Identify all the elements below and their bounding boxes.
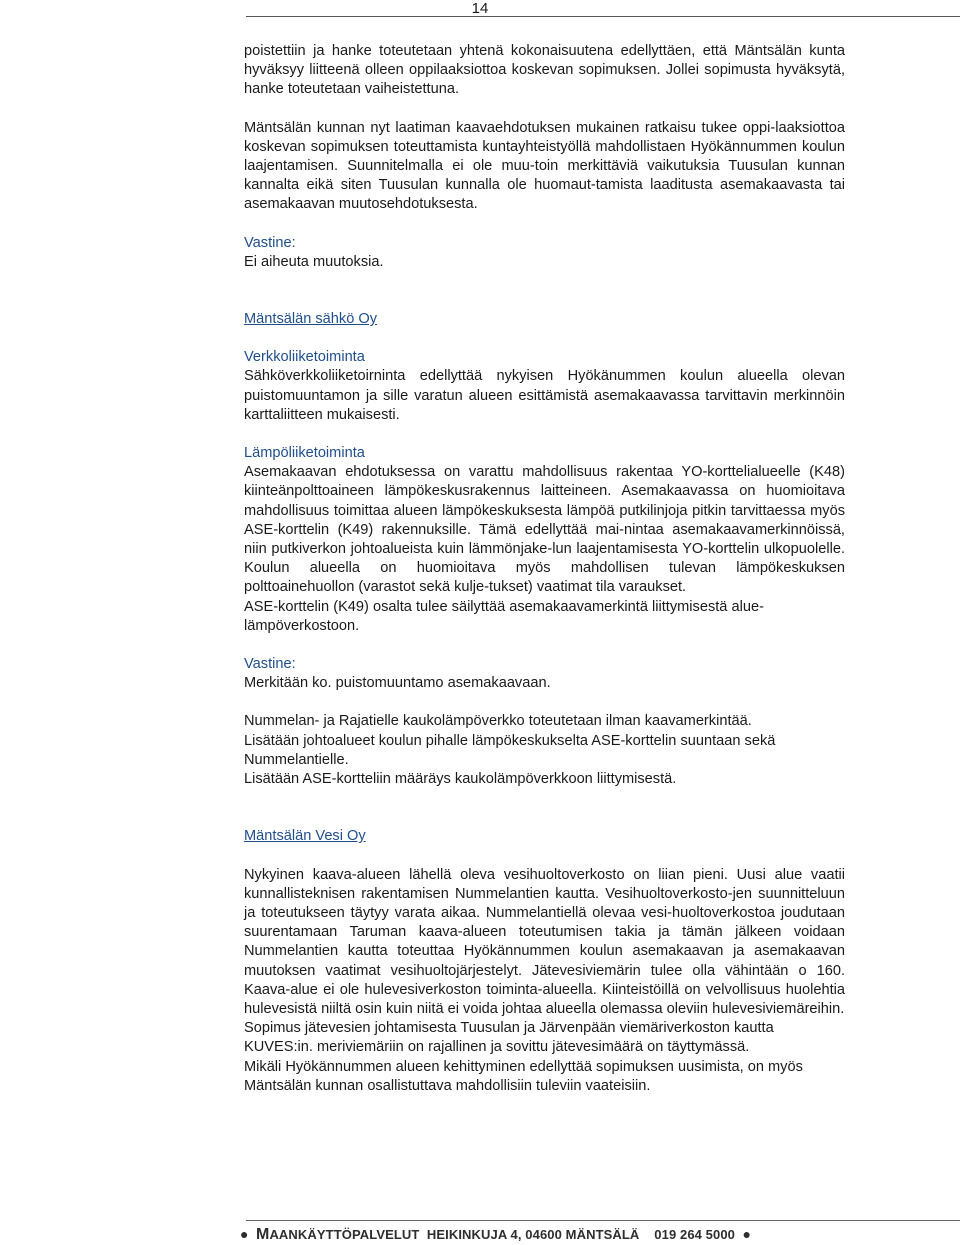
footer-org-initial: M bbox=[256, 1226, 270, 1243]
footer-org: AANKÄYTTÖPALVELUT bbox=[269, 1227, 420, 1242]
note-johtoalueet: Lisätään johtoalueet koulun pihalle lämpökeskukselta ASE-korttelin suuntaan sekä Nummelantielle. bbox=[244, 732, 776, 768]
footer-rule bbox=[246, 1220, 960, 1221]
footer bbox=[240, 1226, 960, 1244]
note-liittymismaarays: Lisätään ASE-kortteliin määräys kaukolämpöverkkoon liittymisestä. bbox=[244, 771, 677, 788]
document-body bbox=[244, 42, 845, 1096]
paragraph-verkkoliiketoiminta: Sähköverkkoliiketoirninta edellyttää nykyisen Hyökänummen koulun alueella olevan puistomuuntamon ja sille varatun alueen esittämistä asemakaavassa tarvittavin merkinnöin karttaliitteen mukaisesti. bbox=[244, 368, 845, 423]
header-rule bbox=[246, 16, 960, 17]
section-heading-vesi: Mäntsälän Vesi Oy bbox=[244, 828, 366, 845]
paragraph-ase-kortteli: ASE-korttelin (K49) osalta tulee säilyttää asemakaavamerkintä liittymisestä alue-lämpöverkostoon. bbox=[244, 598, 764, 634]
footer-phone: 019 264 5000 bbox=[654, 1227, 736, 1242]
note-kaukolampoverkko: Nummelan- ja Rajatielle kaukolämpöverkko toteutetaan ilman kaavamerkintää. bbox=[244, 713, 752, 730]
bullet-icon: ● bbox=[742, 1226, 752, 1242]
footer-address: HEIKINKUJA 4, 04600 MÄNTSÄLÄ bbox=[426, 1227, 640, 1242]
paragraph-jatevesisopimus: Sopimus jätevesien johtamisesta Tuusulan ja Järvenpään viemäriverkoston kautta KUVES:in. meriviemäriin on rajallinen ja sovittu jätevesimäärä on täyttymässä. bbox=[244, 1020, 774, 1056]
subheading-verkkoliiketoiminta: Verkkoliiketoiminta bbox=[244, 349, 365, 366]
paragraph-lampoliiketoiminta: Asemakaavan ehdotuksessa on varattu mahdollisuus rakentaa YO-korttelialueelle (K48) kiinteänpolttoaineen lämpökeskusrakennus laitteineen. Asemakaavassa on huomioitava mahdollisuus toimittaa alueen lämpökeskuksesta lämpöä putkilinjoja pitkin tarvittaessa myös ASE-korttelin (K49) rakennuksille. Tämä edellyttää mai-nintaa asemakaavamerkinnöissä, niin putkiverkon johtoalueista kuin lämmönjake-lun laajentamisesta YO-korttelin ulkopuolelle. Koulun alueella on huomioitava myös mahdollisen tulevan lämpökeskuksen polttoainehuollon (varastot sekä kulje-tukset) vaatimat tila varaukset. bbox=[244, 464, 845, 596]
subheading-lampoliiketoiminta: Lämpöliiketoiminta bbox=[244, 445, 365, 462]
response-text: Merkitään ko. puistomuuntamo asemakaavaan. bbox=[244, 675, 551, 692]
bullet-icon: ● bbox=[240, 1226, 249, 1242]
page-number: 14 bbox=[471, 0, 489, 17]
paragraph-tuusula-statement: Mäntsälän kunnan nyt laatiman kaavaehdotuksen mukainen ratkaisu tukee oppi-laaksiottoa koskevan sopimuksen toteuttamista kuntayhteistyöllä mahdollistaen Hyökännummen koulun laajentamisen. Suunnitelmalla ei ole muu-toin merkittäviä vaikutuksia Tuusulan kunnan kannalta eikä siten Tuusulan kunnalla ole huomaut-tamista laaditusta asemakaavasta tai asemakaavan muutosehdotuksesta. bbox=[244, 119, 845, 213]
response-text: Ei aiheuta muutoksia. bbox=[244, 253, 384, 270]
response-label: Vastine: bbox=[244, 656, 296, 673]
response-label: Vastine: bbox=[244, 234, 296, 251]
paragraph-vesihuolto: Nykyinen kaava-alueen lähellä oleva vesihuoltoverkosto on liian pieni. Uusi alue vaatii kunnallisteknisen rakentamisen Nummelantien kautta. Vesihuoltoverkosto-jen suunnitteluun ja toteutukseen täytyy varata aikaa. Nummelantiellä olevaa vesi-huoltoverkostoa joudutaan suurentamaan Taruman kaava-alueen toteutumisen takia ja tämän jälkeen voidaan Nummelantien kautta toteuttaa Hyökännummen koulun asemakaavan ja asemakaavan muutoksen vaatimat vesihuoltojärjestelyt. Jätevesiviemärin tulee olla vähintään o 160. Kaava-alue ei ole hulevesiverkoston toiminta-alueella. Kiinteistöillä on velvollisuus huolehtia hulevesistä niiltä osin kuin niitä ei voida johtaa alueella olemassa oleviin hulevesiviemäreihin. bbox=[244, 866, 845, 1017]
section-heading-sahko: Mäntsälän sähkö Oy bbox=[244, 311, 378, 328]
paragraph-intro: poistettiin ja hanke toteutetaan yhtenä kokonaisuutena edellyttäen, että Mäntsälän kunta hyväksyy liitteenä olleen oppilaaksiottoa koskevan sopimuksen. Jollei sopimusta hyväksytä, hanke toteutetaan vaiheistettuna. bbox=[244, 43, 845, 98]
paragraph-sopimuksen-uusiminen: Mikäli Hyökännummen alueen kehittyminen edellyttää sopimuksen uusimista, on myös Mäntsälän kunnan osallistuttava mahdollisiin tuleviin vaateisiin. bbox=[244, 1058, 803, 1094]
